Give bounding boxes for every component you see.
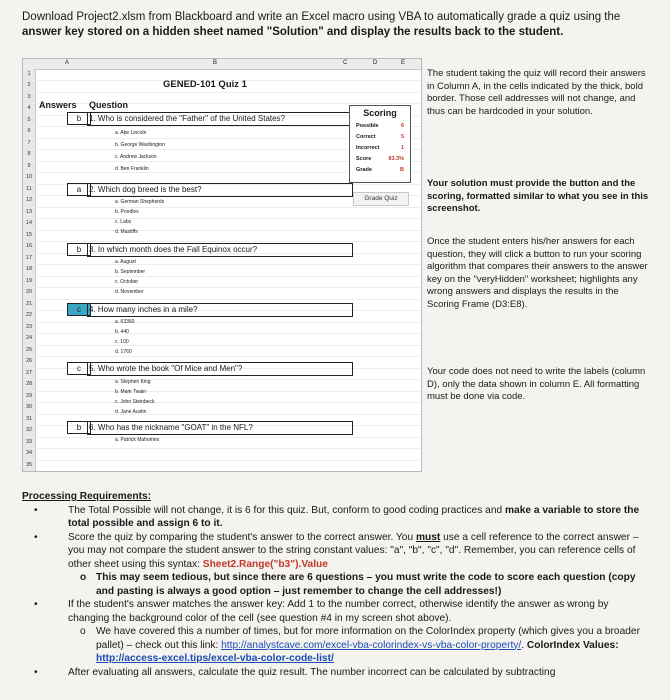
row-number[interactable]: 14	[25, 220, 33, 227]
intro-line-2: answer key stored on a hidden sheet named "Solution" and display the results back to the student.	[22, 26, 564, 38]
answers-header: Answers	[39, 100, 77, 110]
color-code-list-link[interactable]: http://access-excel.tips/excel-vba-color-code-list/	[96, 653, 334, 664]
requirement-1: • The Total Possible will not change, it is 6 for this quiz. But, conform to good coding practices and make a variable to store the total possible and assign 6 to it.	[34, 504, 640, 529]
row-number[interactable]: 25	[25, 346, 33, 353]
row-number-column	[23, 69, 36, 471]
row-number[interactable]: 19	[25, 277, 33, 284]
question-text-q1: 1. Who is considered the "Father" of the United States?	[89, 114, 286, 123]
row-number[interactable]: 3	[27, 93, 31, 100]
processing-requirements	[22, 490, 652, 679]
col-header-d[interactable]: D	[373, 60, 378, 66]
answer-cell-q5[interactable]: c	[67, 362, 91, 375]
row-number[interactable]: 15	[25, 231, 33, 238]
row-number[interactable]: 22	[25, 312, 33, 319]
row-number[interactable]: 18	[25, 266, 33, 273]
question-text-q5: 5. Who wrote the book "Of Mice and Men"?	[89, 364, 243, 373]
answer-cell-q4[interactable]: c	[67, 303, 91, 316]
option-q4-a: a. 63360	[115, 319, 135, 325]
option-q5-d: d. Jane Austin	[115, 409, 147, 415]
option-q4-b: b. 440	[115, 329, 129, 335]
answer-cell-q3[interactable]: b	[67, 243, 91, 256]
row-gridline	[35, 333, 421, 334]
scoring-frame: Scoring Possible 6 Correct 5 Incorrect 1 Score 83.3% Grade B	[349, 105, 411, 183]
row-gridline	[35, 402, 421, 403]
row-gridline	[35, 414, 421, 415]
option-q2-c: c. Labs	[115, 219, 132, 225]
row-number[interactable]: 24	[25, 335, 33, 342]
question-text-q4: 4. How many inches in a mile?	[89, 305, 198, 314]
question-text-q2: 2. Which dog breed is the best?	[89, 185, 202, 194]
intro-text	[22, 10, 647, 40]
row-number[interactable]: 7	[27, 139, 31, 146]
row-gridline	[35, 299, 421, 300]
requirement-2-sub: o This may seem tedious, but since there are 6 questions – you must write the code to score each question (copy and pasting is always a good option – just remember to change the cell addresses!)	[80, 572, 636, 597]
option-q1-b: b. George Washington	[115, 142, 165, 148]
row-number[interactable]: 30	[25, 404, 33, 411]
option-q5-b: b. Mark Twain	[115, 389, 147, 395]
side-paragraph-2: Your solution must provide the button and the scoring, formatted similar to what you see in this screenshot.	[427, 178, 649, 214]
answer-cell-q6[interactable]: b	[67, 421, 91, 434]
col-header-a[interactable]: A	[65, 60, 70, 66]
row-number[interactable]: 16	[25, 243, 33, 250]
question-text-q3: 3. In which month does the Fall Equinox occur?	[89, 245, 258, 254]
row-number[interactable]: 32	[25, 427, 33, 434]
col-header-b[interactable]: B	[213, 60, 218, 66]
requirement-2: • Score the quiz by comparing the student's answer to the correct answer. You must use a cell reference to the correct answer – you may not compare the student answer to the string constant values: "a", "b", "c", "d". Remember, you can reference cells of other sheet using this syntax: Sheet2.Range("b3").Value	[34, 531, 639, 570]
row-gridline	[35, 218, 421, 219]
question-text-q6: 6. Who has the nickname "GOAT" in the NFL?	[89, 423, 253, 432]
row-number[interactable]: 1	[27, 71, 31, 77]
row-number[interactable]: 12	[25, 197, 33, 204]
intro-line-1: Download Project2.xlsm from Blackboard and write an Excel macro using VBA to automatically grade a quiz using the	[22, 11, 621, 23]
option-q3-a: a. August	[115, 259, 136, 265]
option-q6-a: a. Patrick Mahomes	[115, 437, 160, 443]
row-number[interactable]: 21	[25, 300, 33, 307]
row-number[interactable]: 35	[25, 461, 33, 468]
requirements-heading: Processing Requirements:	[22, 491, 152, 502]
row-number[interactable]: 13	[25, 208, 33, 215]
col-header-e[interactable]: E	[401, 60, 406, 66]
row-number[interactable]: 4	[27, 105, 31, 112]
row-number[interactable]: 9	[27, 162, 31, 169]
row-number[interactable]: 8	[27, 151, 31, 158]
row-number[interactable]: 29	[25, 392, 33, 399]
option-q1-c: c. Andrew Jackson	[115, 154, 157, 160]
requirement-3: • If the student's answer matches the answer key: Add 1 to the number correct, otherwise identify the answer as wrong by changing the background color of the cell (see question #4 in my screen shot above).	[34, 599, 609, 624]
row-gridline	[35, 379, 421, 380]
row-gridline	[35, 322, 421, 323]
option-q5-a: a. Stephen King	[115, 379, 151, 385]
option-q3-b: b. September	[115, 269, 146, 275]
quiz-title: GENED-101 Quiz 1	[163, 79, 247, 90]
row-number[interactable]: 2	[27, 82, 31, 89]
row-gridline	[35, 207, 421, 208]
grade-quiz-button[interactable]: Grade Quiz	[353, 192, 409, 206]
question-header: Question	[89, 100, 129, 110]
row-number[interactable]: 31	[25, 415, 33, 422]
option-q2-d: d. Mastiffs	[115, 229, 138, 235]
row-gridline	[35, 276, 421, 277]
row-gridline	[35, 287, 421, 288]
row-gridline	[35, 448, 421, 449]
row-gridline	[35, 264, 421, 265]
row-gridline	[35, 437, 421, 438]
option-q5-c: c. John Steinbeck	[115, 399, 155, 405]
scoring-title: Scoring	[363, 108, 397, 118]
row-number[interactable]: 28	[25, 381, 33, 388]
row-number[interactable]: 6	[27, 128, 31, 135]
answer-cell-q2[interactable]: a	[67, 183, 91, 196]
requirement-4: • After evaluating all answers, calculate the quiz result. The number incorrect can be calculated by subtracting	[34, 666, 556, 678]
answer-cell-q1[interactable]: b	[67, 112, 91, 125]
side-paragraph-4: Your code does not need to write the labels (column D), only the data shown in column E. All formatting must be done via code.	[427, 366, 646, 402]
row-gridline	[35, 471, 421, 472]
row-number[interactable]: 20	[25, 289, 33, 296]
option-q3-c: c. October	[115, 279, 139, 285]
row-gridline	[35, 230, 421, 231]
col-header-c[interactable]: C	[343, 60, 348, 66]
requirement-3-sub: o We have covered this a number of times, but for more information on the ColorIndex property (which gives you a broader pallet) – check out this link: http://analystcave.com/excel-vba-colorindex-vs-vba-color-property/. ColorIndex Values: http://access-excel.tips/excel-vba-color-code-list/	[80, 626, 640, 664]
option-q3-d: d. November	[115, 289, 144, 295]
option-q4-c: c. 100	[115, 339, 129, 345]
spreadsheet-screenshot	[22, 58, 422, 472]
row-gridline	[35, 356, 421, 357]
option-q1-d: d. Ben Franklin	[115, 166, 149, 172]
row-gridline	[35, 345, 421, 346]
row-number[interactable]: 26	[25, 358, 33, 365]
row-number[interactable]: 10	[25, 174, 33, 181]
side-paragraph-1: The student taking the quiz will record their answers in Column A, in the cells indicated by the thick, bold border. Those cell addresses will not change, and thus can be hardcoded in your solution.	[427, 68, 646, 117]
row-gridline	[35, 391, 421, 392]
column-header-bar	[23, 59, 421, 70]
colorindex-link[interactable]: http://analystcave.com/excel-vba-colorindex-vs-vba-color-property/	[221, 639, 522, 651]
row-number[interactable]: 11	[26, 185, 32, 192]
option-q4-d: d. 1760	[115, 349, 132, 355]
row-gridline	[35, 460, 421, 461]
row-number[interactable]: 33	[25, 438, 33, 445]
side-paragraph-3: Once the student enters his/her answers for each question, they will click a button to run your scoring algorithm that compares their answers to the answer key on the "veryHidden" worksheet; highlights any wrong answers and displays the results in the Scoring Frame (D3:E8).	[427, 236, 648, 310]
row-number[interactable]: 23	[25, 323, 33, 330]
row-number[interactable]: 17	[25, 254, 33, 261]
row-gridline	[35, 92, 421, 93]
option-q2-a: a. German Shepherds	[115, 199, 165, 205]
option-q2-b: b. Poodles	[115, 209, 139, 215]
option-q1-a: a. Abe Lincoln	[115, 130, 147, 136]
row-number[interactable]: 34	[25, 450, 33, 457]
row-number[interactable]: 27	[25, 369, 33, 376]
row-number[interactable]: 5	[27, 116, 31, 123]
